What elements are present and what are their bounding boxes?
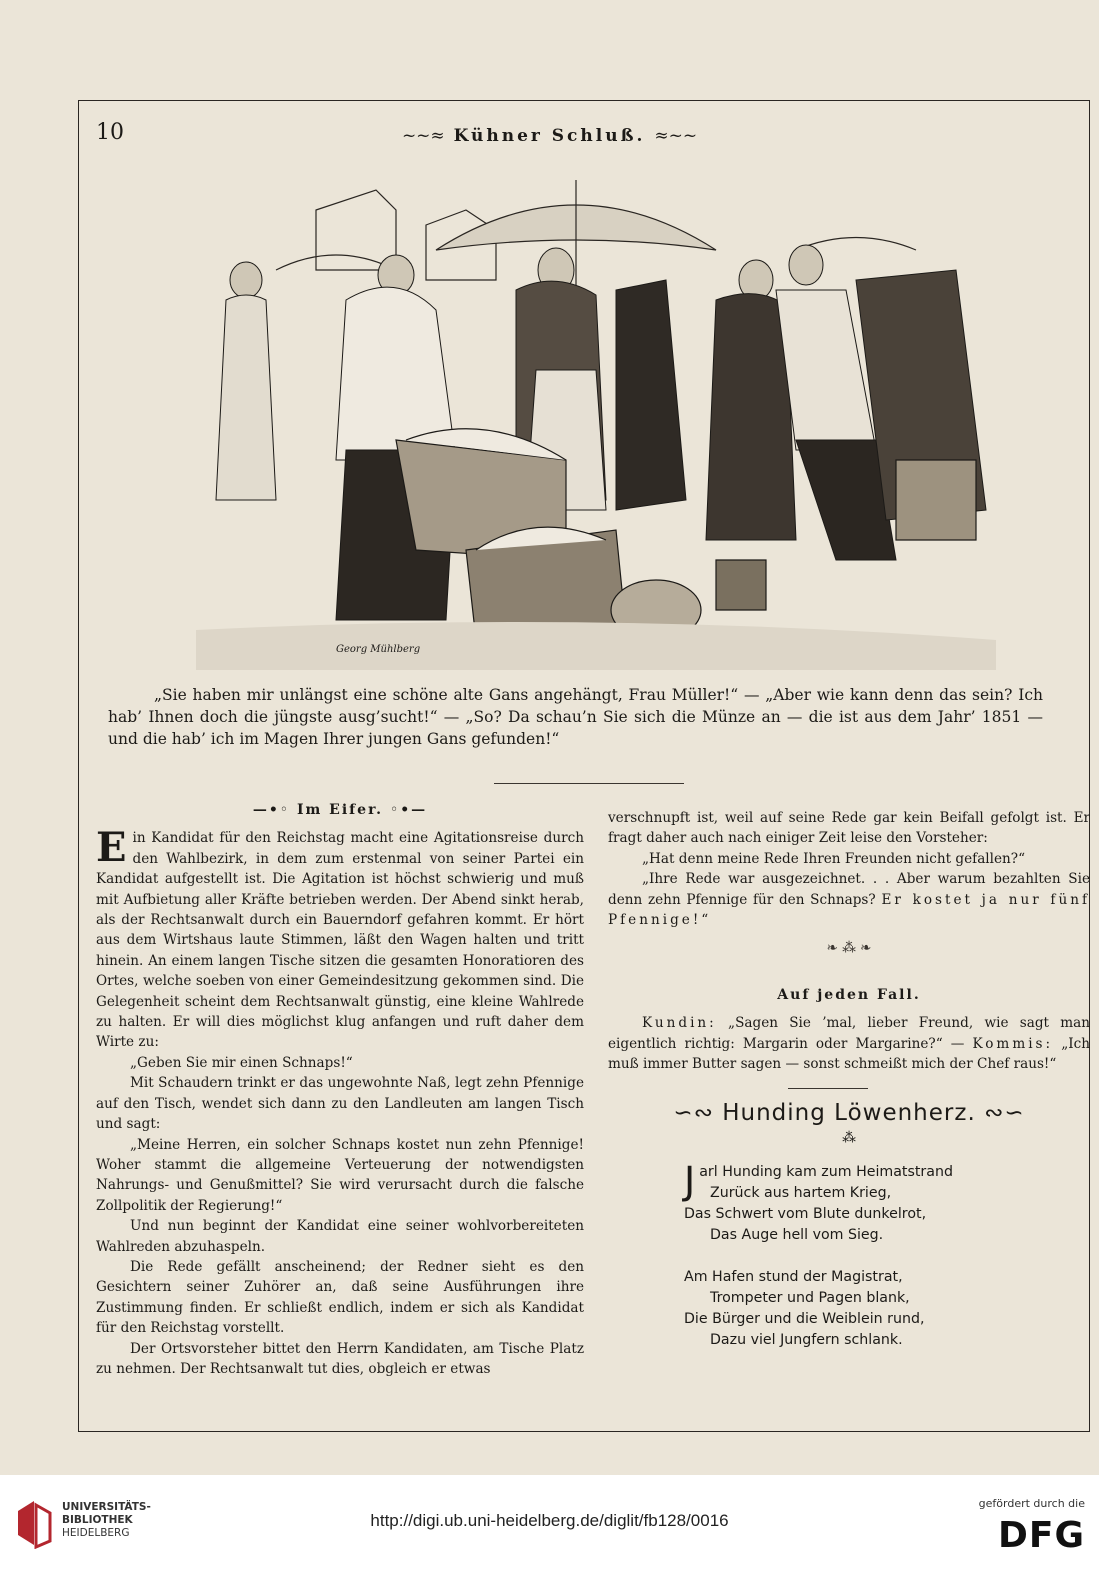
section-ornament-right: ◦•— [389, 802, 428, 818]
permalink-url[interactable]: http://digi.ub.uni-heidelberg.de/diglit/fb128/0016 [370, 1511, 729, 1530]
poem-drop-cap: J [684, 1159, 696, 1204]
poem-title [608, 1100, 1090, 1127]
poem-ornament-right: ∾∽ [984, 1100, 1025, 1127]
poem [684, 1159, 1090, 1351]
paragraph-text: in Kandidat für den Reichstag macht eine Agitationsreise durch den Wahlbezirk, in dem zum erstenmal von seiner Partei ein Kandidat aufgestellt ist. Die Agitation ist höchst schwierig und muß mit Aufbietung aller Kräfte betrieben werden. Der Abend sinkt herab, als der Rechtsanwalt durch ein Bauerndorf gefahren kommt. Er hört aus dem Wirtshaus laute Stimmen, läßt den Wagen halten und tritt hinein. An einem langen Tische sitzen die gesamten Honoratioren des Ortes, welche soeben von einer Gemeindesitzung gekommen sind. Die Gelegenheit scheint dem Rechtsanwalt günstig, eine kleine Wahlrede zu halten. Er will dies möglichst klug anfangen und ruft daher dem Wirte zu: [96, 830, 584, 1051]
page-title [0, 126, 1099, 146]
caption [108, 684, 1043, 750]
paragraph: „Hat denn meine Rede Ihren Freunden nicht gefallen?“ [642, 850, 1026, 867]
figure-head [230, 262, 262, 298]
vignette-ornament: ❧ ⁂ ❧ [826, 940, 872, 957]
library-line: BIBLIOTHEK [62, 1514, 133, 1526]
poem-stanza [684, 1267, 1090, 1351]
poem-stanza [684, 1159, 1090, 1246]
answer-spaced-text: Er kostet ja nur fünf Pfennige!“ [608, 891, 1091, 929]
viewer-footer [0, 1475, 1099, 1571]
paragraph: „Meine Herren, ein solcher Schnaps kostet nun zehn Pfennige! Woher stammt die allgemeine Verteuerung der notwendigsten Nahrungs- und Genußmittel? Sie wird verursacht durch die falsche Zollpolitik der Regierung!“ [96, 1136, 584, 1214]
kommis-text: „Ich muß immer Butter sagen — sonst schmeißt mich der Chef raus!“ [608, 1035, 1090, 1073]
kommis-label: Kommis: [972, 1035, 1054, 1052]
market-illustration [196, 170, 996, 670]
paragraph: Der Ortsvorsteher bittet den Herrn Kandidaten, am Tische Platz zu nehmen. Der Rechtsanwalt tut dies, obgleich er etwas [96, 1340, 584, 1377]
kundin-text: „Sagen Sie ’mal, lieber Freund, wie sagt man eigentlich richtig: Margarin oder Margarine?“ — [608, 1015, 1090, 1052]
answer-text: „Ihre Rede war ausgezeichnet. . . Aber warum bezahlten Sie denn zehn Pfennige für den Schnaps? [608, 871, 1090, 908]
poem-line: Das Auge hell vom Sieg. [710, 1227, 884, 1244]
page-number: 10 [96, 120, 124, 145]
divider-line [788, 1088, 868, 1089]
ground-shape [196, 622, 996, 670]
figure-woman-left [216, 295, 276, 500]
poem-line: Dazu viel Jungfern schlank. [710, 1332, 903, 1349]
poem-line: Das Schwert vom Blute dunkelrot, [684, 1206, 927, 1223]
divider-line [494, 783, 684, 784]
section-title [96, 800, 584, 820]
caption-text: „Sie haben mir unlängst eine schöne alte Gans angehängt, Frau Müller!“ — „Aber wie kann denn das sein? Ich hab’ Ihnen doch die jüngste ausg’sucht!“ — „So? Da schau’n Sie sich die Münze an — die ist aus dem Jahr’ 1851 — und die hab’ ich im Magen Ihrer jungen Gans gefunden!“ [108, 686, 1043, 748]
building-shape [316, 190, 396, 270]
paragraph: Und nun beginnt der Kandidat eine seiner wohlvorbereiteten Wahlreden abzuhaspeln. [96, 1218, 584, 1255]
drop-cap: E [96, 824, 127, 872]
dfg-logo[interactable]: DFG [997, 1515, 1085, 1556]
poem-line: Trompeter und Pagen blank, [710, 1290, 910, 1307]
kundin-label: Kundin: [642, 1015, 717, 1032]
poem-ornament-left: ∽∾ [673, 1100, 714, 1127]
right-column [608, 808, 1090, 1372]
section-title-text: Im Eifer. [296, 802, 384, 818]
section-title-auf-jeden-fall: Auf jeden Fall. [777, 986, 921, 1003]
library-line: HEIDELBERG [62, 1527, 130, 1539]
title-text: Kühner Schluß. [453, 126, 646, 146]
title-ornament-right: ≈~~ [654, 126, 698, 146]
umbrella-shape [276, 255, 396, 270]
paragraph: „Geben Sie mir einen Schnaps!“ [130, 1054, 353, 1071]
title-ornament-left: ~~≈ [401, 126, 445, 146]
library-line: UNIVERSITÄTS- [62, 1501, 151, 1513]
poem-line: arl Hunding kam zum Heimatstrand [699, 1164, 953, 1181]
funded-by-label: gefördert durch die [978, 1497, 1085, 1510]
poem-line: Die Bürger und die Weiblein rund, [684, 1311, 925, 1328]
paragraph: verschnupft ist, weil auf seine Rede gar kein Beifall gefolgt ist. Er fragt daher auch nach einiger Zeit leise den Vorsteher: [608, 810, 1090, 847]
paragraph [96, 824, 584, 1052]
poem-sub-ornament: ⁂ [842, 1129, 856, 1146]
paragraph [608, 1013, 1090, 1074]
article-im-eifer [96, 800, 584, 1379]
crate-shape [716, 560, 766, 610]
illustration-signature: Georg Mühlberg [336, 644, 421, 655]
poem-line: Am Hafen stund der Magistrat, [684, 1269, 903, 1286]
paragraph: Mit Schaudern trinkt er das ungewohnte Naß, legt zehn Pfennige auf den Tisch, wendet sich dann zu den Landleuten am langen Tisch und sagt: [96, 1075, 584, 1133]
crate-shape [896, 460, 976, 540]
poem-title-text: Hunding Löwenherz. [722, 1100, 976, 1127]
figure-head [789, 245, 823, 285]
figure-crowd [616, 280, 686, 510]
section-ornament-left: —•◦ [252, 802, 291, 818]
paragraph: Die Rede gefällt anscheinend; der Redner sieht es den Gesichtern seiner Zuhörer an, daß seine Ausführungen ihre Zustimmung finden. Er schließt endlich, indem er sich als Kandidat für den Reichstag vorstellt. [96, 1258, 584, 1337]
poem-line: Zurück aus hartem Krieg, [710, 1185, 892, 1202]
paragraph [608, 869, 1090, 930]
